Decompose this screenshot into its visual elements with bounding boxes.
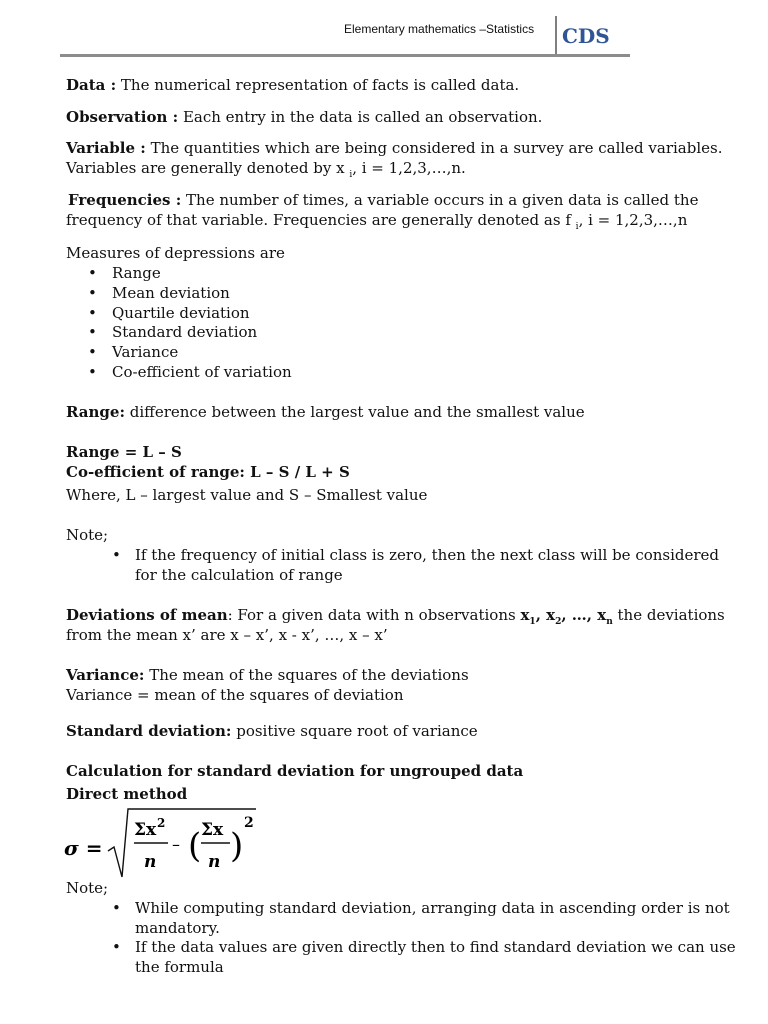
- note2-b1l2: mandatory.: [135, 919, 220, 937]
- def-data-text: The numerical representation of facts is called data.: [116, 76, 520, 94]
- note2-b2l1: If the data values are given directly then to find standard deviation we can use: [135, 938, 736, 956]
- variance-term: Variance:: [66, 666, 145, 684]
- range-def: [66, 402, 585, 422]
- def-frequencies-line2: [66, 210, 687, 237]
- formula-sigma: σ =: [64, 836, 103, 860]
- def-observation-term: Observation :: [66, 108, 179, 126]
- deviation-line2: from the mean x’ are x – x’, x - x’, …, x – x’: [66, 626, 388, 644]
- def-frequencies-text: The number of times, a variable occurs in a given data is called the: [181, 191, 699, 209]
- calc-heading: Calculation for standard deviation for ungrouped data: [66, 762, 524, 780]
- note2-label: Note;: [66, 879, 109, 897]
- measure-bullet: •: [88, 323, 97, 342]
- deviation-term: Deviations of mean: [66, 606, 228, 624]
- def-frequencies-text2a: frequency of that variable. Frequencies are generally denoted as f: [66, 211, 571, 229]
- measure-item: Quartile deviation: [112, 303, 250, 322]
- note1-label: Note;: [66, 526, 109, 544]
- header-title: Elementary mathematics –Statistics: [344, 22, 535, 36]
- range-text: difference between the largest value and the smallest value: [125, 403, 585, 421]
- note1-line1: If the frequency of initial class is zero, then the next class will be considered: [135, 546, 720, 564]
- measure-item: Variance: [112, 343, 179, 362]
- formula-sq2: 2: [244, 815, 254, 831]
- formula-sq1: 2: [157, 816, 166, 830]
- measure-item: Mean deviation: [112, 283, 230, 302]
- range-where: Where, L – largest value and S – Smallest value: [66, 486, 428, 504]
- note1-line2: for the calculation of range: [135, 566, 343, 584]
- def-observation-text: Each entry in the data is called an observation.: [178, 108, 543, 126]
- def-variable-sub: i: [349, 170, 353, 180]
- formula-sumx2: Σx: [134, 820, 157, 840]
- sd-def: [66, 721, 478, 741]
- range-term: Range:: [66, 403, 126, 421]
- formula-sumx: Σx: [201, 820, 224, 840]
- def-variable: [66, 138, 722, 185]
- measures-intro: Measures of depressions are: [66, 244, 285, 262]
- measure-item: Co-efficient of variation: [112, 363, 292, 381]
- note2-bullet1: •: [112, 899, 121, 917]
- def-variable-text2b: , i = 1,2,3,…,n.: [352, 159, 466, 177]
- variance-line2: Variance = mean of the squares of deviation: [66, 686, 404, 704]
- note1-bullet: •: [112, 546, 121, 564]
- def-frequencies-text2b: , i = 1,2,3,…,n: [578, 211, 688, 229]
- range-coefficient: Co-efficient of range: L – S / L + S: [66, 463, 350, 481]
- def-frequencies-sub: i: [575, 222, 579, 232]
- header-rule: [60, 54, 630, 57]
- def-observation: [66, 107, 542, 127]
- header-divider: [555, 16, 557, 56]
- deviation-def: Deviations of mean: For a given data with n observations $x_1$, $x_2$, …, $x_n$ the deviations: [66, 606, 725, 627]
- deviation-text1: : For a given data with n observations: [227, 606, 521, 624]
- variance-def: [66, 665, 469, 685]
- measure-item: Range: [112, 264, 161, 282]
- formula-n1: n: [144, 852, 157, 872]
- note2-b2l2: the formula: [135, 958, 224, 976]
- calc-method: Direct method: [66, 785, 188, 803]
- note2-b1l1: While computing standard deviation, arranging data in ascending order is not: [135, 899, 730, 917]
- note2-bullet2: •: [112, 938, 121, 956]
- def-data-term: Data :: [66, 76, 117, 94]
- measure-bullet: •: [88, 303, 97, 322]
- measure-bullet: •: [88, 264, 97, 282]
- header-brand: CDS: [562, 24, 610, 48]
- measure-bullet: •: [88, 363, 97, 381]
- def-variable-term: Variable :: [66, 139, 146, 157]
- formula-minus: –: [172, 835, 180, 854]
- deviation-text2: the deviations: [612, 606, 725, 624]
- formula-rparen: ): [230, 826, 244, 866]
- def-data: [66, 75, 519, 95]
- formula-n2: n: [208, 852, 221, 872]
- formula-lparen: (: [188, 826, 202, 866]
- measure-bullet: •: [88, 343, 97, 362]
- def-variable-text2a: Variables are generally denoted by x: [66, 159, 345, 177]
- measure-item: Standard deviation: [112, 323, 258, 342]
- def-variable-text: The quantities which are being considered in a survey are called variables.: [145, 139, 723, 157]
- variance-text: The mean of the squares of the deviations: [144, 666, 469, 684]
- def-frequencies: [68, 190, 698, 210]
- sd-term: Standard deviation:: [66, 722, 232, 740]
- sd-formula: [64, 805, 264, 881]
- range-formula: Range = L – S: [66, 443, 182, 461]
- measure-bullet: •: [88, 283, 97, 302]
- sd-text: positive square root of variance: [231, 722, 478, 740]
- def-frequencies-term: Frequencies :: [68, 191, 182, 209]
